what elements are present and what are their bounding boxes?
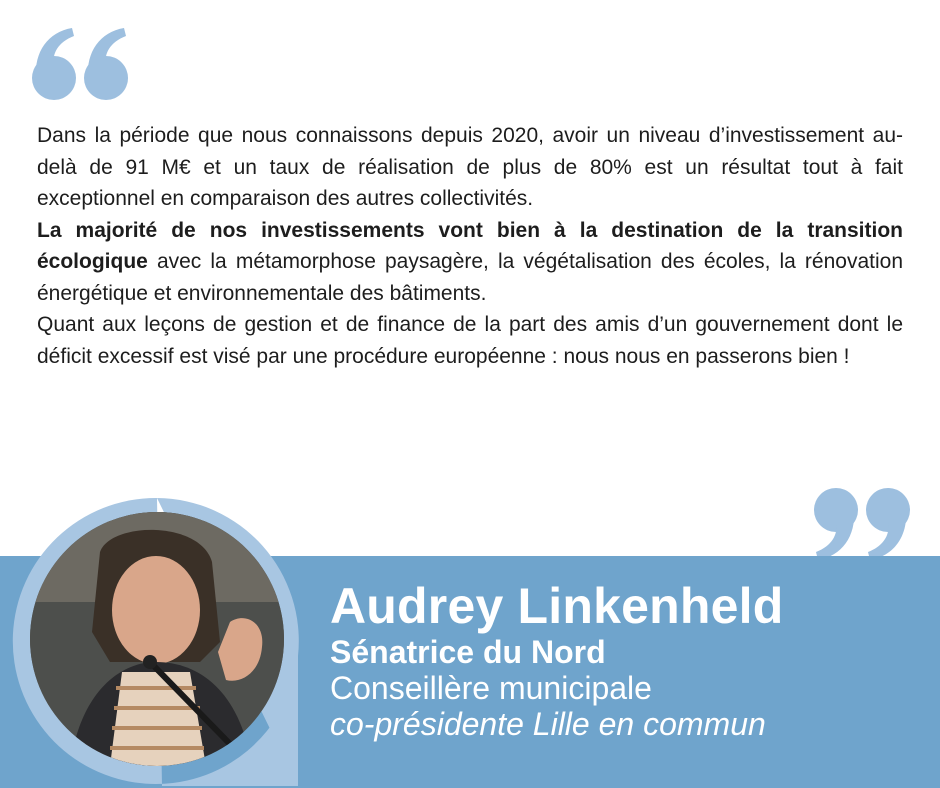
quote-text <box>37 120 903 372</box>
quote-paragraph-3: Quant aux leçons de gestion et de finance de la part des amis d’un gouvernement dont le déficit excessif est visé par une procédure européenne : nous nous en passerons bien ! <box>37 313 903 368</box>
quote-paragraph-2 <box>37 215 903 310</box>
speaker-title-councillor: Conseillère municipale <box>330 670 652 706</box>
speaker-title-copresident: co-présidente Lille en commun <box>330 706 766 742</box>
speaker-info <box>330 578 783 742</box>
close-quote-icon <box>806 484 916 564</box>
quote-emphasis: La majorité de nos investissements vont bien à la destination de la transition écologique <box>37 218 903 273</box>
quote-paragraph-2-rest: avec la métamorphose paysagère, la végétalisation des écoles, la rénovation énergétique et environnementale des bâtiments. <box>37 250 903 305</box>
open-quote-icon <box>26 24 136 104</box>
speaker-name: Audrey Linkenheld <box>330 578 784 634</box>
speaker-title-senator: Sénatrice du Nord <box>330 634 606 670</box>
speaker-photo <box>30 512 284 766</box>
quote-paragraph-1: Dans la période que nous connaissons depuis 2020, avoir un niveau d’investissement au-delà de 91 M€ et un taux de réalisation de plus de 80% est un résultat tout à fait exceptionnel en comparaison des autres collectivités. <box>37 124 903 210</box>
